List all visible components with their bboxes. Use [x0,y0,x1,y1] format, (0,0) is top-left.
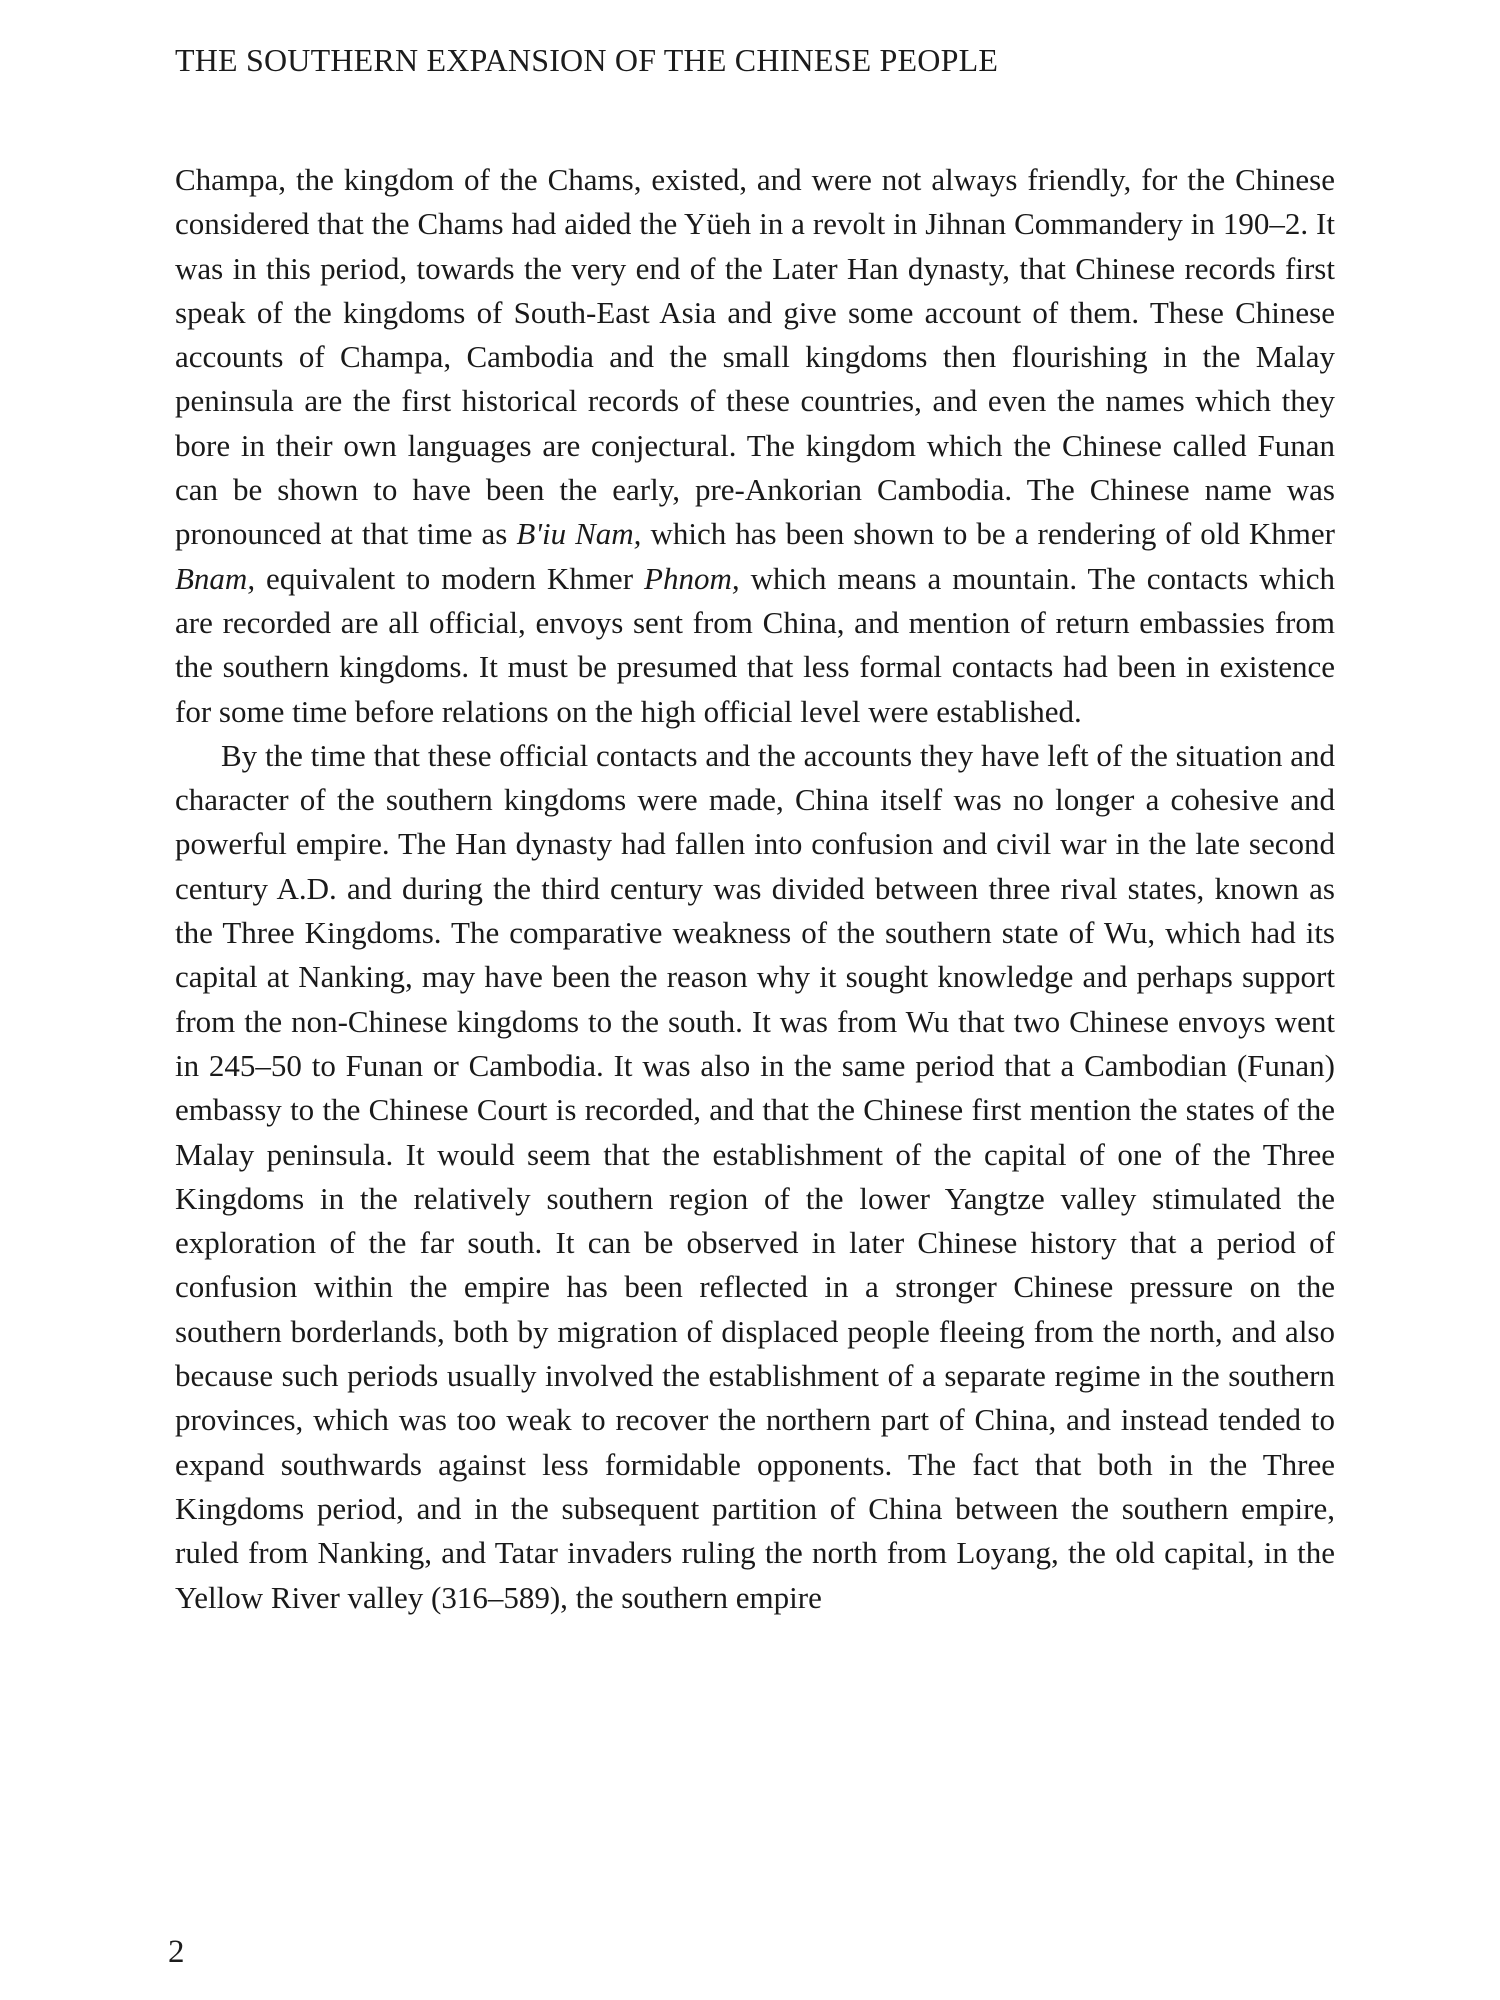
paragraph-1-text-c: equivalent to modern Khmer [255,560,645,596]
paragraph-1-text-a: Champa, the kingdom of the Chams, existed, and were not always friendly, for the Chinese considered that the Chams had aided the Yüeh in a revolt in Jihnan Commandery in 190–2. It was in this period, towards the very end of the Later Han dynasty, that Chinese records first speak of the kingdoms of South-East Asia and give some account of them. These Chinese accounts of Champa, Cambodia and the small kingdoms then flourishing in the Malay peninsula are the first historical records of these countries, and even the names which they bore in their own languages are conjectural. The kingdom which the Chinese called Funan can be shown to have been the early, pre-Ankorian Cambodia. The Chinese name was pronounced at that time as [175,162,1335,552]
paragraph-1 [175,158,1335,734]
italic-term-bnam: Bnam, [175,560,256,596]
running-head: THE SOUTHERN EXPANSION OF THE CHINESE PEOPLE [175,42,999,78]
paragraph-1-text-d: which means a mountain. The contacts which are recorded are all official, envoys sent from China, and mention of return embassies from the southern kingdoms. It must be presumed that less formal contacts had been in existence for some time before relations on the high official level were established. [175,560,1335,729]
paragraph-2: By the time that these official contacts and the accounts they have left of the situation and character of the southern kingdoms were made, China itself was no longer a cohesive and powerful empire. The Han dynasty had fallen into confusion and civil war in the late second century A.D. and during the third century was divided between three rival states, known as the Three Kingdoms. The comparative weakness of the southern state of Wu, which had its capital at Nanking, may have been the reason why it sought knowledge and perhaps support from the non-Chinese kingdoms to the south. It was from Wu that two Chinese envoys went in 245–50 to Funan or Cambodia. It was also in the same period that a Cambodian (Funan) embassy to the Chinese Court is recorded, and that the Chinese first mention the states of the Malay peninsula. It would seem that the establishment of the capital of one of the Three Kingdoms in the relatively southern region of the lower Yangtze valley stimulated the exploration of the far south. It can be observed in later Chinese history that a period of confusion within the empire has been reflected in a stronger Chinese pressure on the southern borderlands, both by migration of displaced people fleeing from the north, and also because such periods usually involved the establishment of a separate regime in the southern provinces, which was too weak to recover the northern part of China, and instead tended to expand southwards against less formidable opponents. The fact that both in the Three Kingdoms period, and in the subsequent partition of China between the southern empire, ruled from Nanking, and Tatar invaders ruling the north from Loyang, the old capital, in the Yellow River valley (316–589), the southern empire [175,737,1335,1615]
italic-term-phnom: Phnom, [644,560,740,596]
paragraph-1-text-b: which has been shown to be a rendering of old Khmer [641,516,1335,552]
italic-term-biu-nam: B'iu Nam, [516,516,642,552]
body-text [175,158,1335,1620]
page-number: 2 [168,1934,185,1970]
